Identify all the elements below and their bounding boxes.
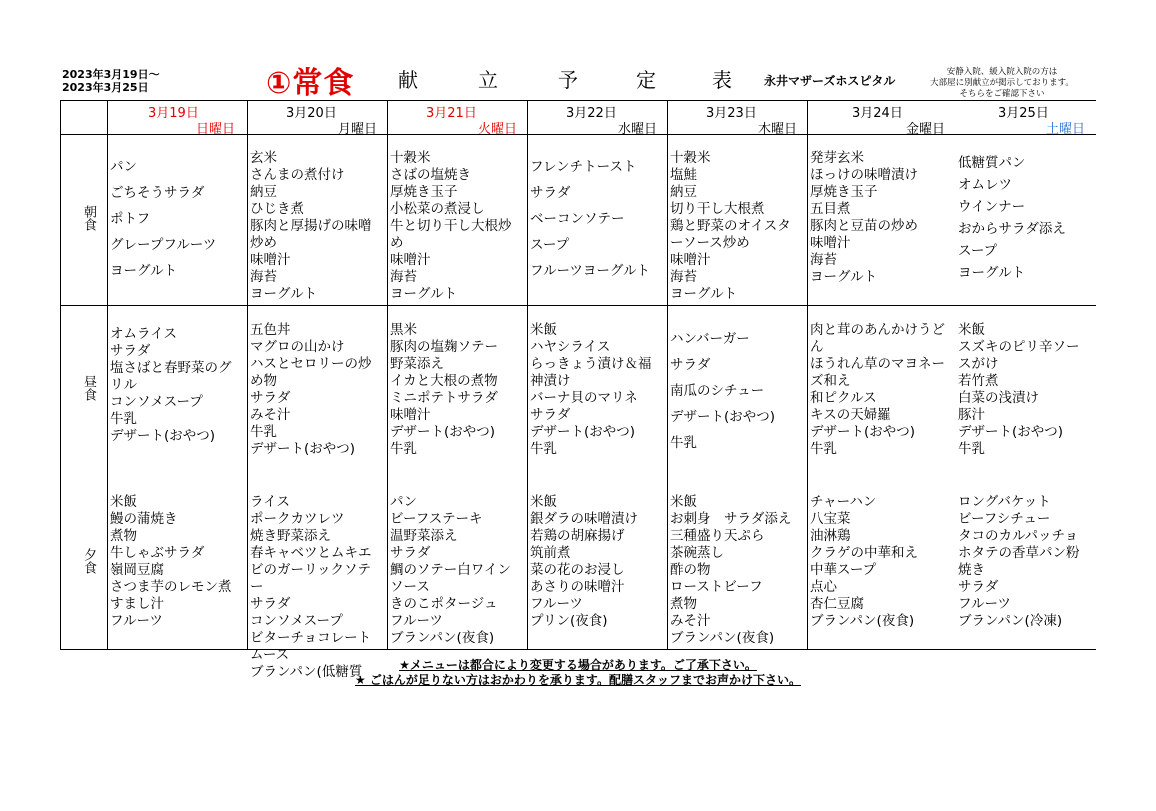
menu-item: パン [110, 159, 137, 175]
meal-label-lunch: 昼食 [81, 375, 96, 401]
date-from: 2023年3月19日～ [62, 68, 160, 81]
menu-item: ヨーグルト [250, 286, 318, 302]
dinner-cell-wed [530, 494, 664, 648]
title-char: 予 [558, 68, 578, 92]
menu-item: グレープフルーツ [110, 237, 217, 253]
day-date-mon: 3月20日 [286, 106, 337, 121]
dinner-cell-fri [810, 494, 956, 648]
menu-item: 牛乳 [110, 411, 137, 427]
menu-item: 酢の物 [670, 562, 711, 578]
menu-item: 牛しゃぶサラダ [110, 545, 205, 561]
menu-item: フルーツ [958, 596, 1011, 612]
menu-item: 海苔 [670, 269, 697, 285]
menu-item: ウインナー [958, 199, 1026, 215]
menu-item: ブランパン(夜食) [670, 630, 775, 646]
meal-label-breakfast: 朝食 [81, 205, 96, 231]
menu-item: 海苔 [250, 269, 277, 285]
menu-item: ヨーグルト [110, 263, 178, 279]
day-date-sun: 3月19日 [148, 106, 199, 121]
menu-item: 和ピクルス [810, 390, 877, 406]
menu-item: ヨーグルト [390, 286, 458, 302]
menu-item: デザート(おやつ) [110, 428, 216, 444]
menu-item: ハヤシライス [530, 339, 611, 355]
menu-item: ハスとセロリーの炒め物 [250, 356, 372, 389]
menu-item: 点心 [810, 579, 837, 595]
menu-item: デザート(おやつ) [810, 424, 916, 440]
menu-item: 塩さばと春野菜のグリル [110, 360, 232, 393]
breakfast-cell-sun [110, 154, 242, 302]
menu-item: マグロの山かけ [250, 339, 345, 355]
table-bottom-border [60, 649, 1096, 650]
menu-item: 味噌汁 [250, 252, 291, 268]
menu-item: ひじき煮 [250, 201, 304, 217]
menu-item: コンソメスープ [110, 394, 203, 410]
menu-item: 米飯 [530, 322, 557, 338]
menu-item: 若竹煮 [958, 373, 999, 389]
menu-item: サラダ [250, 596, 291, 612]
breakfast-cell-mon [250, 150, 384, 302]
title-char: 献 [398, 68, 418, 92]
menu-item: フレンチトースト [530, 159, 637, 175]
menu-item: デザート(おやつ) [390, 424, 496, 440]
menu-item: ライス [250, 494, 290, 510]
menu-item: ベーコンソテー [530, 211, 625, 227]
menu-item: ミニポテトサラダ [390, 390, 498, 406]
footer-note-refill: ★ ごはんが足りない方はおかわりを承ります。配膳スタッフまでお声かけ下さい。 [355, 673, 801, 687]
notice-text [912, 67, 1092, 100]
menu-item: 豚肉と豆苗の炒め [810, 218, 918, 234]
menu-item: 牛乳 [810, 441, 837, 457]
lunch-cell-sun [110, 326, 242, 486]
menu-item: 牛乳 [670, 435, 697, 451]
menu-item: フルーツヨーグルト [530, 263, 651, 279]
hospital-name: 永井マザーズホスピタル [764, 74, 896, 88]
lunch-cell-sat [958, 322, 1092, 486]
menu-item: 発芽玄米 [810, 150, 864, 166]
day-weekday-wed: 水曜日 [618, 122, 658, 137]
menu-item: 南瓜のシチュー [670, 383, 765, 399]
dinner-cell-thu [670, 494, 804, 648]
menu-item: きのこポタージュ [390, 596, 498, 612]
menu-item: 牛乳 [530, 441, 557, 457]
menu-item: チャーハン [810, 494, 877, 510]
day-date-tue: 3月21日 [426, 106, 477, 121]
menu-item: スープ [958, 243, 998, 259]
menu-item: 温野菜添え [390, 528, 458, 544]
menu-item: ブランパン(低糖質 [250, 664, 363, 680]
menu-item: オムレツ [958, 177, 1012, 193]
menu-item: 豚肉の塩麹ソテー [390, 339, 498, 355]
menu-item: 十穀米 [390, 150, 431, 166]
menu-item: みそ汁 [250, 407, 291, 423]
day-date-fri: 3月24日 [852, 106, 903, 121]
menu-item: 厚焼き玉子 [810, 184, 878, 200]
title-char: 立 [478, 68, 498, 92]
menu-item: クラゲの中華和え [810, 545, 918, 561]
lunch-cell-wed [530, 322, 664, 486]
menu-item: ブランパン(冷凍) [958, 613, 1063, 629]
menu-item: あさりの味噌汁 [530, 579, 625, 595]
menu-item: サラダ [530, 185, 571, 201]
menu-item: 味噌汁 [670, 252, 711, 268]
dinner-cell-sun [110, 494, 242, 648]
menu-item: 味噌汁 [810, 235, 851, 251]
menu-item: 鰻の蒲焼き [110, 511, 178, 527]
menu-item: ヨーグルト [670, 286, 738, 302]
menu-item: 豚汁 [958, 407, 985, 423]
breakfast-cell-thu [670, 150, 804, 302]
menu-item: スープ [530, 237, 570, 253]
menu-item: サラダ [530, 407, 571, 423]
menu-type-title: ①常食 [266, 66, 355, 101]
menu-item: デザート(おやつ) [530, 424, 636, 440]
lunch-cell-tue [390, 322, 524, 486]
menu-item: 厚焼き玉子 [390, 184, 458, 200]
menu-item: ブランパン(夜食) [810, 613, 915, 629]
menu-item: 菜の花のお浸し [530, 562, 625, 578]
menu-item: 銀ダラの味噌漬け [530, 511, 638, 527]
menu-item: 油淋鶏 [810, 528, 851, 544]
menu-item: サラダ [958, 579, 999, 595]
title-char: 定 [636, 68, 656, 92]
menu-item: ヨーグルト [810, 269, 878, 285]
menu-item: スズキのピリ辛ソースがけ [958, 339, 1080, 372]
menu-item: サラダ [670, 357, 711, 373]
menu-item: パン [390, 494, 417, 510]
menu-item: フルーツ [530, 596, 583, 612]
menu-item: 三種盛り天ぷら [670, 528, 765, 544]
menu-item: キスの天婦羅 [810, 407, 891, 423]
menu-item: ブランパン(夜食) [390, 630, 495, 646]
menu-item: 牛乳 [390, 441, 417, 457]
meal-label-dinner: 夕食 [81, 548, 96, 574]
col-divider [107, 100, 108, 650]
menu-item: 黒米 [390, 322, 417, 338]
menu-item: ポークカツレツ [250, 511, 345, 527]
menu-item: 五目煮 [810, 201, 851, 217]
menu-item: 牛乳 [250, 424, 277, 440]
date-range [62, 68, 160, 94]
menu-item: 杏仁豆腐 [810, 596, 864, 612]
menu-item: ロングバケット [958, 494, 1051, 510]
menu-item: 十穀米 [670, 150, 711, 166]
menu-item: オムライス [110, 326, 177, 342]
menu-item: 米飯 [958, 322, 985, 338]
menu-item: 切り干し大根煮 [670, 201, 765, 217]
menu-item: コンソメスープ [250, 613, 343, 629]
lunch-cell-mon [250, 322, 384, 486]
menu-item: 味噌汁 [390, 407, 431, 423]
menu-item: 納豆 [670, 184, 697, 200]
col-divider [667, 100, 668, 650]
title-char: 表 [712, 68, 732, 92]
menu-item: 焼き野菜添え [250, 528, 331, 544]
notice-line: そちらをご確認下さい [959, 89, 1045, 99]
footer-note-menu-change: ★メニューは都合により変更する場合があります。ご了承下さい。 [399, 658, 757, 672]
menu-item: ヨーグルト [958, 265, 1026, 281]
menu-item: すまし汁 [110, 596, 164, 612]
col-divider [807, 100, 808, 650]
date-to: 2023年3月25日 [62, 81, 149, 94]
menu-item: 玄米 [250, 150, 277, 166]
menu-item: タコのカルパッチョ [958, 528, 1079, 544]
menu-item: 茶碗蒸し [670, 545, 724, 561]
menu-item: 中華スープ [810, 562, 877, 578]
day-weekday-thu: 木曜日 [758, 122, 798, 137]
lunch-cell-thu [670, 326, 804, 486]
menu-item: 煮物 [110, 528, 137, 544]
menu-item: デザート(おやつ) [250, 441, 356, 457]
menu-item: さつま芋のレモン煮 [110, 579, 232, 595]
day-weekday-sat: 土曜日 [1046, 122, 1086, 137]
menu-item: 海苔 [390, 269, 417, 285]
menu-item: サラダ [110, 343, 151, 359]
breakfast-cell-wed [530, 154, 664, 302]
menu-item: 牛乳 [958, 441, 985, 457]
menu-item: 米飯 [110, 494, 137, 510]
menu-item: 納豆 [250, 184, 277, 200]
menu-item: みそ汁 [670, 613, 711, 629]
dinner-cell-tue [390, 494, 524, 648]
breakfast-cell-fri [810, 150, 956, 302]
dinner-cell-mon [250, 494, 384, 680]
day-date-wed: 3月22日 [566, 106, 617, 121]
menu-item: ビターチョコレートムース [250, 630, 372, 663]
menu-item: 春キャベツとムキエビのガーリックソテー [250, 545, 372, 595]
menu-item: 筑前煮 [530, 545, 571, 561]
menu-item: 野菜添え [390, 356, 444, 372]
table-left-border [60, 100, 61, 650]
menu-item: ビーフステーキ [390, 511, 483, 527]
menu-item: デザート(おやつ) [670, 409, 776, 425]
breakfast-row-border [60, 305, 1096, 306]
menu-item: サラダ [250, 390, 291, 406]
menu-item: 牛と切り干し大根炒め [390, 218, 512, 251]
menu-item: ホタテの香草パン粉焼き [958, 545, 1080, 578]
lunch-cell-fri [810, 322, 956, 486]
day-date-sat: 3月25日 [998, 106, 1049, 121]
menu-item: ポトフ [110, 211, 151, 227]
menu-item: 低糖質パン [958, 155, 1026, 171]
day-weekday-sun: 日曜日 [196, 122, 236, 137]
menu-item: 米飯 [670, 494, 697, 510]
menu-item: バーナ貝のマリネ [530, 390, 638, 406]
notice-line: 大部屋に別献立が掲示しております。 [930, 78, 1074, 88]
day-weekday-tue: 火曜日 [478, 122, 518, 137]
menu-item: ハンバーガー [670, 331, 750, 347]
menu-item: おからサラダ添え [958, 221, 1066, 237]
day-date-thu: 3月23日 [706, 106, 757, 121]
col-divider [247, 100, 248, 650]
menu-item: 五色丼 [250, 322, 291, 338]
menu-item: 若鶏の胡麻揚げ [530, 528, 625, 544]
day-weekday-fri: 金曜日 [906, 122, 946, 137]
breakfast-cell-sat [958, 152, 1092, 302]
menu-item: フルーツ [390, 613, 443, 629]
menu-item: さんまの煮付け [250, 167, 345, 183]
menu-item: ごちそうサラダ [110, 185, 205, 201]
menu-item: 肉と茸のあんかけうどん [810, 322, 945, 355]
menu-item: デザート(おやつ) [958, 424, 1064, 440]
col-divider [387, 100, 388, 650]
notice-line: 安静入院、緩入院入院の方は [946, 67, 1058, 77]
menu-item: 白菜の浅漬け [958, 390, 1039, 406]
menu-item: イカと大根の煮物 [390, 373, 498, 389]
menu-item: ほうれん草のマヨネーズ和え [810, 356, 945, 389]
menu-item: 小松菜の煮浸し [390, 201, 485, 217]
menu-item: 味噌汁 [390, 252, 431, 268]
menu-item: ほっけの味噌漬け [810, 167, 918, 183]
menu-item: 煮物 [670, 596, 697, 612]
breakfast-cell-tue [390, 150, 524, 302]
menu-item: 鯛のソテー白ワインソース [390, 562, 511, 595]
menu-item: プリン(夜食) [530, 613, 608, 629]
menu-item: 豚肉と厚揚げの味噌炒め [250, 218, 372, 251]
table-top-border [60, 100, 1096, 101]
menu-item: らっきょう漬け＆福神漬け [530, 356, 652, 389]
menu-item: 嶺岡豆腐 [110, 562, 164, 578]
menu-item: 八宝菜 [810, 511, 851, 527]
menu-item: 米飯 [530, 494, 557, 510]
menu-item: 塩鮭 [670, 167, 697, 183]
col-divider [527, 100, 528, 650]
menu-item: フルーツ [110, 613, 163, 629]
menu-item: お刺身 サラダ添え [670, 511, 792, 527]
dinner-cell-sat [958, 494, 1092, 648]
menu-item: ビーフシチュー [958, 511, 1051, 527]
menu-item: 鶏と野菜のオイスターソース炒め [670, 218, 791, 251]
menu-item: さばの塩焼き [390, 167, 471, 183]
menu-item: 海苔 [810, 252, 837, 268]
menu-item: ローストビーフ [670, 579, 763, 595]
day-weekday-mon: 月曜日 [338, 122, 378, 137]
menu-item: サラダ [390, 545, 431, 561]
